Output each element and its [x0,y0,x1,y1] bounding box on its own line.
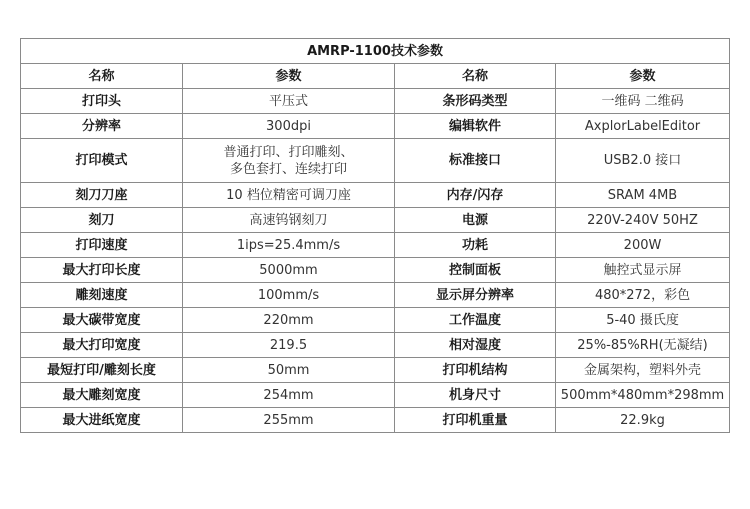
table-row [21,308,730,333]
param-value: 500mm*480mm*298mm [556,383,730,408]
param-value: 100mm/s [183,283,395,308]
param-name: 打印机结构 [395,358,556,383]
param-name: 功耗 [395,233,556,258]
param-name: 最大打印长度 [21,258,183,283]
param-value: SRAM 4MB [556,183,730,208]
param-value-line: 普通打印、打印雕刻、 [223,144,354,160]
param-name: 标准接口 [395,139,556,183]
param-name: 电源 [395,208,556,233]
param-name: 显示屏分辨率 [395,283,556,308]
param-value: 25%-85%RH(无凝结) [556,333,730,358]
table-title: AMRP-1100技术参数 [21,39,730,64]
table-row [21,89,730,114]
param-name: 打印头 [21,89,183,114]
param-name: 最大打印宽度 [21,333,183,358]
param-name: 最大进纸宽度 [21,408,183,433]
param-name: 刻刀刀座 [21,183,183,208]
param-value: 300dpi [183,114,395,139]
table-row [21,183,730,208]
param-name: 刻刀 [21,208,183,233]
param-name: 机身尺寸 [395,383,556,408]
param-value: 触控式显示屏 [556,258,730,283]
table-row [21,333,730,358]
param-name: 打印模式 [21,139,183,183]
param-value: 5-40 摄氏度 [556,308,730,333]
param-value: 金属架构，塑料外壳 [556,358,730,383]
param-value: 200W [556,233,730,258]
param-value: 10 档位精密可调刀座 [183,183,395,208]
param-name: 相对湿度 [395,333,556,358]
param-value: 480*272，彩色 [556,283,730,308]
param-name: 编辑软件 [395,114,556,139]
header-name-2: 名称 [395,64,556,89]
table-row [21,258,730,283]
table-row [21,283,730,308]
param-value: 219.5 [183,333,395,358]
header-row [21,64,730,89]
table-row [21,408,730,433]
param-value: USB2.0 接口 [556,139,730,183]
header-param-2: 参数 [556,64,730,89]
param-name: 打印机重量 [395,408,556,433]
param-value: 50mm [183,358,395,383]
param-value: 220mm [183,308,395,333]
param-value: 高速钨钢刻刀 [183,208,395,233]
table-row [21,208,730,233]
param-value: 1ips=25.4mm/s [183,233,395,258]
param-name: 雕刻速度 [21,283,183,308]
table-row [21,358,730,383]
table-row [21,114,730,139]
header-param-1: 参数 [183,64,395,89]
param-value: 5000mm [183,258,395,283]
spec-table [20,38,730,433]
param-value: 220V-240V 50HZ [556,208,730,233]
param-name: 最大碳带宽度 [21,308,183,333]
param-name: 最短打印/雕刻长度 [21,358,183,383]
param-name: 工作温度 [395,308,556,333]
param-name: 控制面板 [395,258,556,283]
param-value: 255mm [183,408,395,433]
table-row [21,233,730,258]
header-name-1: 名称 [21,64,183,89]
param-value: 平压式 [183,89,395,114]
title-row [21,39,730,64]
param-name: 条形码类型 [395,89,556,114]
param-value-line: 多色套打、连续打印 [229,161,347,177]
param-name: 最大雕刻宽度 [21,383,183,408]
param-name: 分辨率 [21,114,183,139]
table-row [21,383,730,408]
param-value [183,139,395,183]
param-name: 打印速度 [21,233,183,258]
param-value: AxplorLabelEditor [556,114,730,139]
param-value: 254mm [183,383,395,408]
param-value: 一维码 二维码 [556,89,730,114]
param-value: 22.9kg [556,408,730,433]
param-name: 内存/闪存 [395,183,556,208]
table-row [21,139,730,183]
